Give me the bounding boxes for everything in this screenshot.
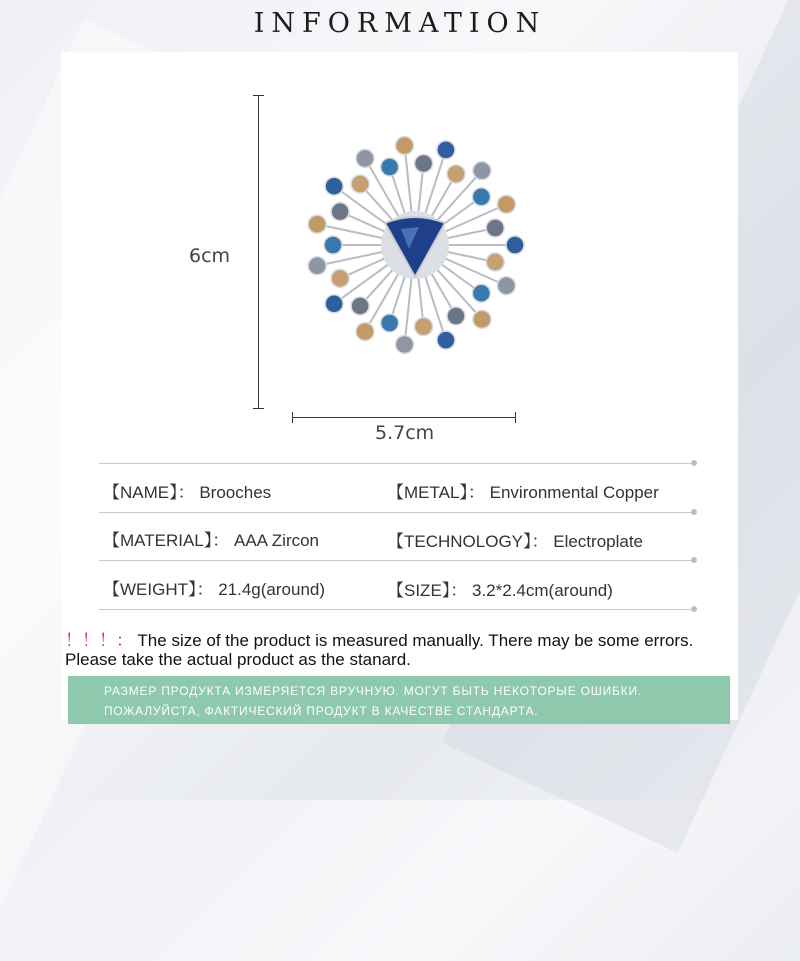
brooch-crystal [437,331,455,349]
brooch-crystal [486,253,504,271]
brooch-crystal [437,141,455,159]
brooch-crystal [381,158,399,176]
brooch-crystal [486,219,504,237]
divider-dot [691,606,697,612]
brooch-crystal [447,165,465,183]
spec-weight: 【WEIGHT】： 21.4g(around) [103,580,326,599]
page-title: INFORMATION [253,8,547,39]
brooch-crystal [351,175,369,193]
brooch-crystal [415,318,433,336]
divider-dot [691,460,697,466]
width-dimension-cap-left [292,412,293,423]
brooch-crystal [381,314,399,332]
brooch-illustration [300,127,530,362]
notice-line-2: Please take the actual product as the stanard. [65,650,411,669]
brooch-crystal [331,203,349,221]
width-dimension-line [292,417,516,418]
brooch-crystal [356,323,374,341]
width-label: 5.7cm [375,422,435,444]
brooch-crystal [351,297,369,315]
brooch-crystal [356,149,374,167]
brooch-crystal [396,335,414,353]
spec-material: 【MATERIAL】： AAA Zircon [103,531,320,550]
brooch-crystal [473,310,491,328]
brooch-crystal [331,269,349,287]
height-dimension-cap-top [253,95,264,96]
spec-divider-bottom [99,609,694,610]
brooch-crystal [472,284,490,302]
spec-divider-2 [99,560,694,561]
spec-divider-1 [99,512,694,513]
height-label: 6cm [189,245,231,267]
spec-size: 【SIZE】： 3.2*2.4cm(around) [387,581,613,600]
brooch-crystal [415,154,433,172]
spec-divider-top [99,463,694,464]
brooch-crystal [497,277,515,295]
brooch-crystal [497,195,515,213]
notice-text-1: The size of the product is measured manually. There may be some errors. [137,631,694,650]
brooch-crystal [325,177,343,195]
brooch-crystal [396,137,414,155]
brooch-crystal [506,236,524,254]
divider-dot [691,557,697,563]
brooch-crystal [472,188,490,206]
spec-name: 【NAME】： Brooches [103,483,272,502]
height-dimension-line [258,95,259,409]
brooch-crystal [308,257,326,275]
width-dimension-cap-right [515,412,516,423]
spec-technology: 【TECHNOLOGY】： Electroplate [387,532,644,551]
warning-marks: ！！！： [65,631,133,650]
brooch-crystal [324,236,342,254]
russian-notice-line-2: ПОЖАЛУЙСТА, ФАКТИЧЕСКИЙ ПРОДУКТ В КАЧЕСТВЕ СТАНДАРТА. [104,704,539,718]
spec-metal: 【METAL】： Environmental Copper [387,483,659,502]
brooch-crystal [325,295,343,313]
russian-notice-line-1: РАЗМЕР ПРОДУКТА ИЗМЕРЯЕТСЯ ВРУЧНУЮ. МОГУТ БЫТЬ НЕКОТОРЫЕ ОШИБКИ. [104,684,643,698]
height-dimension-cap-bottom [253,408,264,409]
notice-line-1 [65,626,693,651]
brooch-crystal [308,215,326,233]
brooch-crystal [473,162,491,180]
brooch-crystal [447,307,465,325]
divider-dot [691,509,697,515]
russian-notice-banner [68,676,730,724]
